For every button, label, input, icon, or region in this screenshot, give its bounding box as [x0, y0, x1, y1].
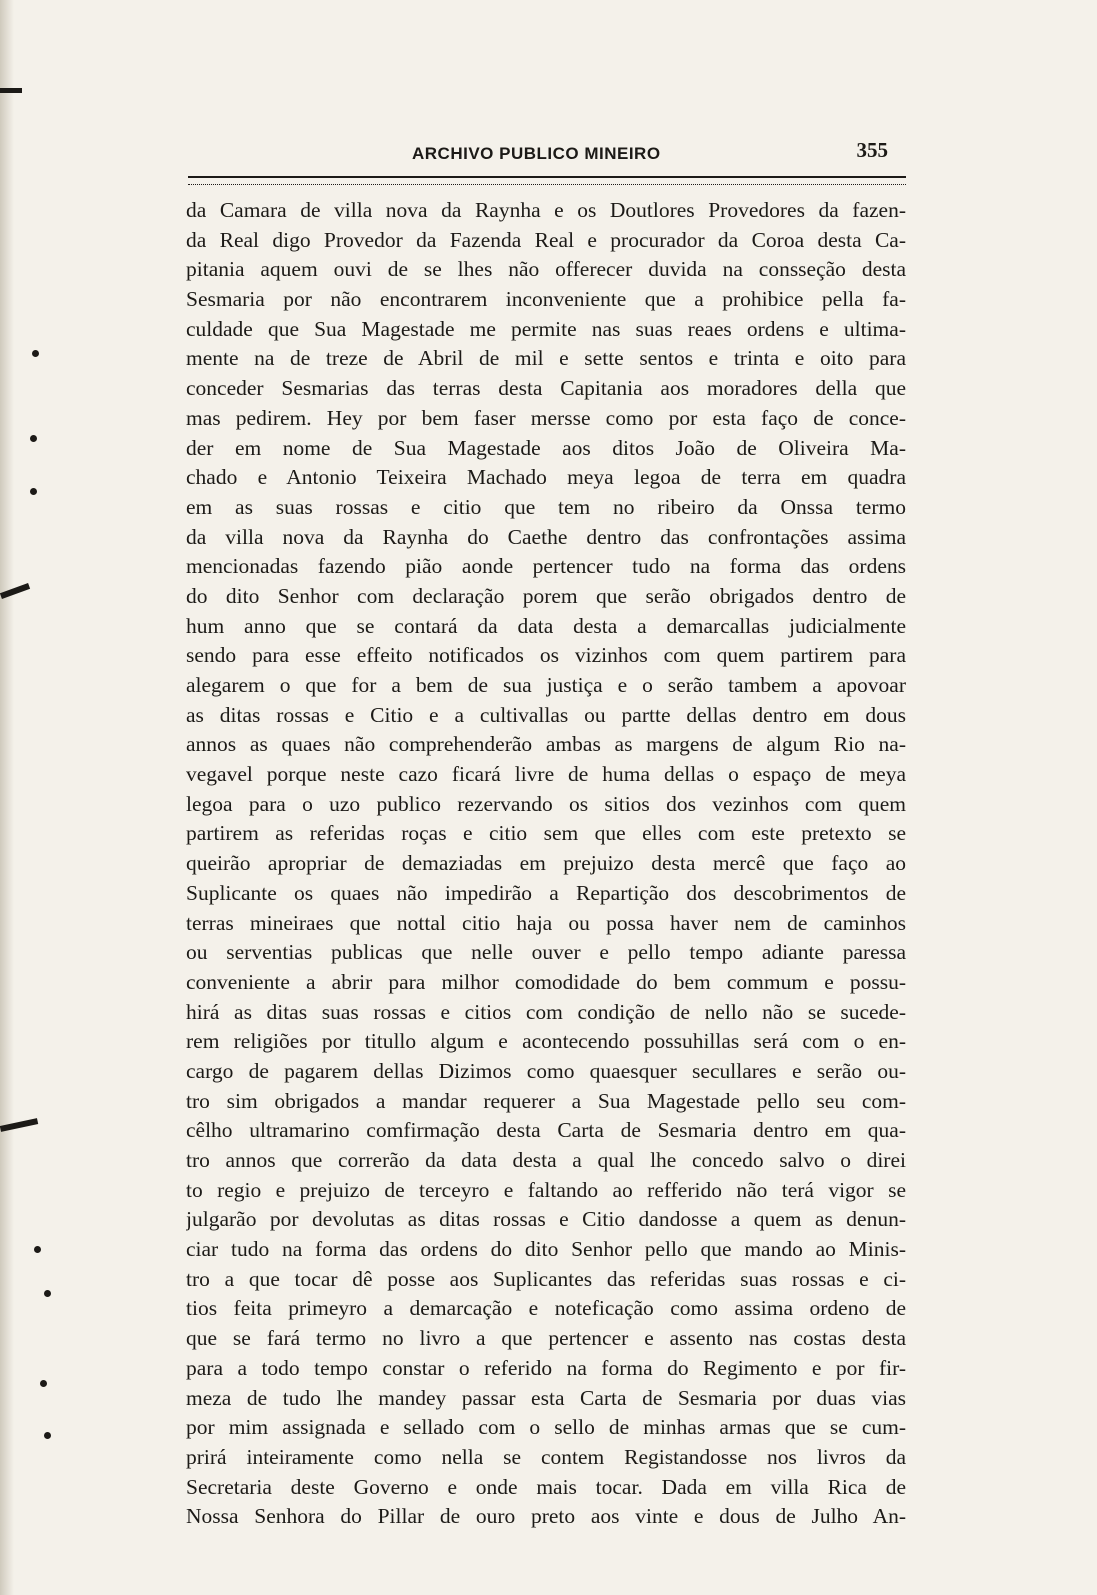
text-line: cargo de pagarem dellas Dizimos como quaesquer secullares e serão ou- — [186, 1058, 906, 1083]
text-line: pitania aquem ouvi de se lhes não offerecer duvida na consseção desta — [186, 257, 906, 282]
text-line: que se fará termo no livro a que pertencer e assento nas costas desta — [186, 1326, 906, 1351]
text-line: tro annos que correrão da data desta a qual lhe concedo salvo o direi — [186, 1148, 906, 1172]
page-number: 355 — [856, 138, 888, 162]
text-line: partirem as referidas roças e citio sem que elles com este pretexto se — [186, 821, 906, 846]
text-line: as ditas rossas e Citio e a cultivallas ou partte dellas dentro em dous — [186, 702, 906, 727]
page-edge — [0, 0, 14, 1595]
text-line: rem religiões por titullo algum e acontecendo possuhillas será com o en- — [186, 1029, 906, 1054]
header-rule — [188, 176, 906, 185]
text-line: julgarão por devolutas as ditas rossas e Citio dandosse a quem as denun- — [186, 1207, 906, 1232]
text-line: conveniente a abrir para milhor comodidade do bem commum e possu- — [186, 969, 906, 994]
text-line: para a todo tempo constar o referido na forma do Regimento e por fir- — [186, 1355, 906, 1380]
text-line: da villa nova da Raynha do Caethe dentro das confrontações assima — [186, 524, 906, 549]
text-line: sendo para esse effeito notificados os vizinhos com quem partirem para — [186, 643, 906, 668]
text-line: Nossa Senhora do Pillar de ouro preto aos vinte e dous de Julho An- — [186, 1504, 906, 1529]
margin-dot — [32, 350, 39, 357]
text-line: cêlho ultramarino comfirmação desta Carta de Sesmaria dentro em qua- — [186, 1118, 906, 1143]
text-line: der em nome de Sua Magestade aos ditos João de Oliveira Ma- — [186, 435, 906, 460]
text-line: tios feita primeyro a demarcação e noteficação como assima ordeno de — [186, 1296, 906, 1321]
text-line: Suplicante os quaes não impedirão a Repartição dos descobrimentos de — [186, 880, 906, 905]
text-line: legoa para o uzo publico rezervando os sitios dos vezinhos com quem — [186, 791, 906, 816]
margin-dot — [44, 1290, 51, 1297]
text-line: annos as quaes não comprehenderão ambas as margens de algum Rio na- — [186, 732, 906, 757]
text-line: alegarem o que for a bem de sua justiça e o serão tambem a apovoar — [186, 673, 906, 697]
text-line: meza de tudo lhe mandey passar esta Carta de Sesmaria por duas vias — [186, 1385, 906, 1410]
margin-dot — [40, 1380, 47, 1387]
text-line: em as suas rossas e citio que tem no ribeiro da Onssa termo — [186, 494, 906, 519]
text-line: vegavel porque neste cazo ficará livre de huma dellas o espaço de meya — [186, 762, 906, 787]
text-line: da Camara de villa nova da Raynha e os Doutlores Provedores da fazen- — [186, 198, 906, 222]
text-line: chado e Antonio Teixeira Machado meya legoa de terra em quadra — [186, 465, 906, 490]
text-line: por mim assignada e sellado com o sello de minhas armas que se cum- — [186, 1415, 906, 1440]
text-line: ciar tudo na forma das ordens do dito Senhor pello que mando ao Minis- — [186, 1237, 906, 1262]
text-line: Secretaria deste Governo e onde mais tocar. Dada em villa Rica de — [186, 1474, 906, 1499]
text-line: mente na de treze de Abril de mil e sette sentos e trinta e oito para — [186, 346, 906, 371]
text-line: tro a que tocar dê posse aos Suplicantes das referidas suas rossas e ci- — [186, 1266, 906, 1291]
text-line: to regio e prejuizo de terceyro e faltando ao refferido não terá vigor se — [186, 1177, 906, 1202]
margin-mark — [0, 88, 22, 93]
margin-dot — [30, 435, 37, 442]
page-header — [190, 138, 910, 172]
text-line: tro sim obrigados a mandar requerer a Sua Magestade pello seu com- — [186, 1088, 906, 1113]
text-line: terras mineiraes que nottal citio haja ou possa haver nem de caminhos — [186, 910, 906, 935]
text-line: Sesmaria por não encontrarem inconveniente que a prohibice pella fa- — [186, 287, 906, 312]
body-text — [186, 196, 906, 1532]
text-line: ou serventias publicas que nelle ouver e pello tempo adiante paressa — [186, 940, 906, 965]
text-line: da Real digo Provedor da Fazenda Real e procurador da Coroa desta Ca- — [186, 227, 906, 252]
running-title: ARCHIVO PUBLICO MINEIRO — [412, 144, 661, 163]
text-line: mencionadas fazendo pião aonde pertencer tudo na forma das ordens — [186, 554, 906, 579]
margin-dot — [34, 1246, 41, 1253]
text-line: queirão apropriar de demaziadas em prejuizo desta mercê que faço ao — [186, 851, 906, 876]
text-line: hirá as ditas suas rossas e citios com condição de nello não se sucede- — [186, 999, 906, 1024]
text-line: prirá inteiramente como nella se contem Registandosse nos livros da — [186, 1444, 906, 1469]
text-line: do dito Senhor com declaração porem que serão obrigados dentro de — [186, 583, 906, 608]
margin-dot — [44, 1432, 51, 1439]
text-line: culdade que Sua Magestade me permite nas suas reaes ordens e ultima- — [186, 316, 906, 341]
margin-dot — [30, 488, 37, 495]
text-line: mas pedirem. Hey por bem faser mersse como por esta faço de conce- — [186, 405, 906, 430]
text-line: conceder Sesmarias das terras desta Capitania aos moradores della que — [186, 376, 906, 401]
text-line: hum anno que se contará da data desta a demarcallas judicialmente — [186, 613, 906, 638]
